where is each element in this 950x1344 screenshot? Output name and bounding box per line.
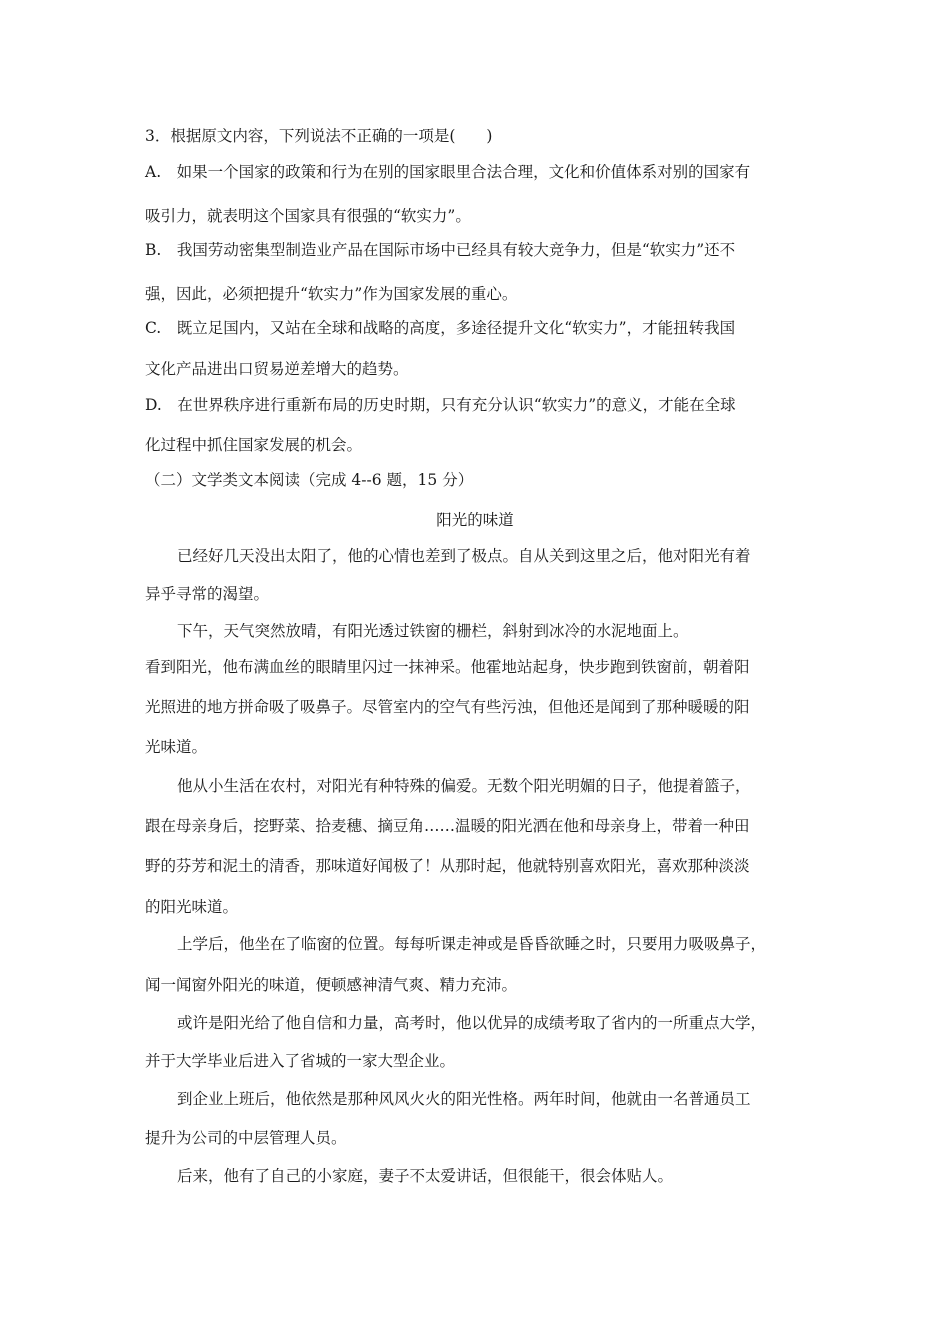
story-paragraph-6-line-2: 并于大学毕业后进入了省城的一家大型企业。: [145, 1052, 456, 1070]
story-paragraph-4-line-2: 跟在母亲身后，挖野菜、拾麦穗、摘豆角……温暖的阳光洒在他和母亲身上，带着一种田: [145, 817, 750, 835]
option-d-line-2: 化过程中抓住国家发展的机会。: [145, 436, 363, 454]
option-c-line-2: 文化产品进出口贸易逆差增大的趋势。: [145, 360, 409, 378]
option-a-line-2: 吸引力，就表明这个国家具有很强的“软实力”。: [145, 207, 471, 225]
story-paragraph-2-line-1: 下午，天气突然放晴，有阳光透过铁窗的栅栏，斜射到冰冷的水泥地面上。: [177, 622, 689, 640]
story-paragraph-5-line-1: 上学后，他坐在了临窗的位置。每每听课走神或是昏昏欲睡之时，只要用力吸吸鼻子，: [177, 935, 767, 953]
option-a-line-1: A. 如果一个国家的政策和行为在别的国家眼里合法合理，文化和价值体系对别的国家有: [145, 163, 751, 181]
question-stem: 3．根据原文内容，下列说法不正确的一项是( ): [145, 127, 493, 145]
option-b-line-1: B. 我国劳动密集型制造业产品在国际市场中已经具有较大竞争力，但是“软实力”还不: [145, 241, 736, 259]
section-heading: （二）文学类文本阅读（完成 4--6 题，15 分）: [145, 471, 474, 489]
option-d-line-1: D. 在世界秩序进行重新布局的历史时期，只有充分认识“软实力”的意义，才能在全球: [145, 396, 736, 414]
story-paragraph-3-line-3: 光味道。: [145, 738, 208, 756]
story-paragraph-3-line-1: 看到阳光，他布满血丝的眼睛里闪过一抹神采。他霍地站起身，快步跑到铁窗前，朝着阳: [145, 658, 750, 676]
story-paragraph-5-line-2: 闻一闻窗外阳光的味道，便顿感神清气爽、精力充沛。: [145, 976, 518, 994]
story-paragraph-4-line-3: 野的芬芳和泥土的清香，那味道好闻极了！从那时起，他就特别喜欢阳光，喜欢那种淡淡: [145, 857, 750, 875]
story-paragraph-7-line-1: 到企业上班后，他依然是那种风风火火的阳光性格。两年时间，他就由一名普通员工: [177, 1090, 751, 1108]
story-paragraph-3-line-2: 光照进的地方拼命吸了吸鼻子。尽管室内的空气有些污浊，但他还是闻到了那种暖暖的阳: [145, 698, 750, 716]
story-paragraph-4-line-4: 的阳光味道。: [145, 898, 239, 916]
option-c-line-1: C. 既立足国内，又站在全球和战略的高度，多途径提升文化“软实力”，才能扭转我国: [145, 319, 736, 337]
story-paragraph-1-line-2: 异乎寻常的渴望。: [145, 585, 270, 603]
story-paragraph-7-line-2: 提升为公司的中层管理人员。: [145, 1129, 347, 1147]
story-title: 阳光的味道: [436, 511, 514, 529]
story-paragraph-4-line-1: 他从小生活在农村，对阳光有种特殊的偏爱。无数个阳光明媚的日子，他提着篮子，: [177, 777, 751, 795]
story-paragraph-8-line-1: 后来，他有了自己的小家庭，妻子不太爱讲话，但很能干，很会体贴人。: [177, 1167, 674, 1185]
story-paragraph-6-line-1: 或许是阳光给了他自信和力量，高考时，他以优异的成绩考取了省内的一所重点大学，: [177, 1014, 767, 1032]
story-paragraph-1-line-1: 已经好几天没出太阳了，他的心情也差到了极点。自从关到这里之后，他对阳光有着: [177, 547, 751, 565]
option-b-line-2: 强，因此，必须把提升“软实力”作为国家发展的重心。: [145, 285, 518, 303]
